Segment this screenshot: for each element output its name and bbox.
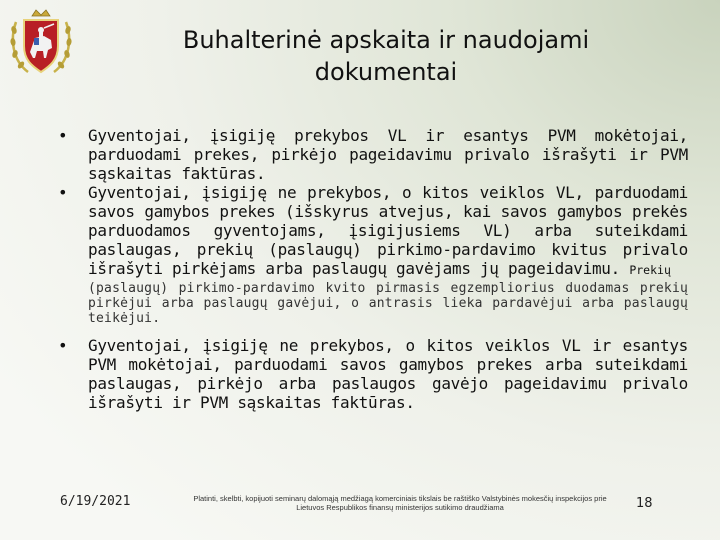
bullet-text: Gyventojai, įsigiję ne prekybos, o kitos veiklos VL, parduodami savos gamybos prekes (išskyrus atvejus, kai savos gamybos prekės parduodamos gyventojams, įsigijusiems VL) arba suteikdami paslaugas, prekių (paslaugų) pirkimo-pardavimo kvitus privalo išrašyti pirkėjams arba paslaugų gavėjams jų pageidavimu. — [88, 183, 688, 278]
page-number: 18 — [636, 496, 653, 511]
footer-date: 6/19/2021 — [60, 494, 131, 509]
bullet-item — [58, 183, 688, 326]
footer-note: Platinti, skelbti, kopijuoti seminarų dalomąją medžiagą komerciniais tikslais be raštiško Valstybinės mokesčių inspekcijos prie Lietuvos Respublikos finansų ministerijos sutikimo draudžiama — [193, 494, 607, 512]
bullet-symbol: • — [58, 336, 68, 355]
bullet-symbol: • — [58, 126, 68, 145]
bullet-symbol: • — [58, 183, 68, 202]
bullet-text-tail: Prekių — [629, 263, 671, 277]
slide-title — [96, 24, 676, 88]
bullet-item — [58, 336, 688, 412]
bullet-note: (paslaugų) pirkimo-pardavimo kvito pirmasis egzempliorius duodamas prekių pirkėjui arba paslaugų gavėjui, o antrasis lieka pardavėjui arba paslaugų teikėjui. — [88, 281, 688, 326]
bullet-list — [58, 126, 688, 412]
slide-title-line2: dokumentai — [314, 58, 458, 86]
bullet-text: Gyventojai, įsigiję ne prekybos, o kitos veiklos VL ir esantys PVM mokėtojai, parduodami savos gamybos prekes arba suteikdami paslaugas, pirkėjo arba paslaugos gavėjo pageidavimu privalo išrašyti ir PVM sąskaitas faktūras. — [88, 336, 688, 412]
lithuanian-coat-of-arms-icon — [8, 8, 74, 80]
bullet-item — [58, 126, 688, 183]
slide-title-line1: Buhalterinė apskaita ir naudojami — [182, 26, 590, 54]
bullet-text: Gyventojai, įsigiję prekybos VL ir esantys PVM mokėtojai, parduodami prekes, pirkėjo pageidavimu privalo išrašyti ir PVM sąskaitas faktūras. — [88, 126, 688, 183]
